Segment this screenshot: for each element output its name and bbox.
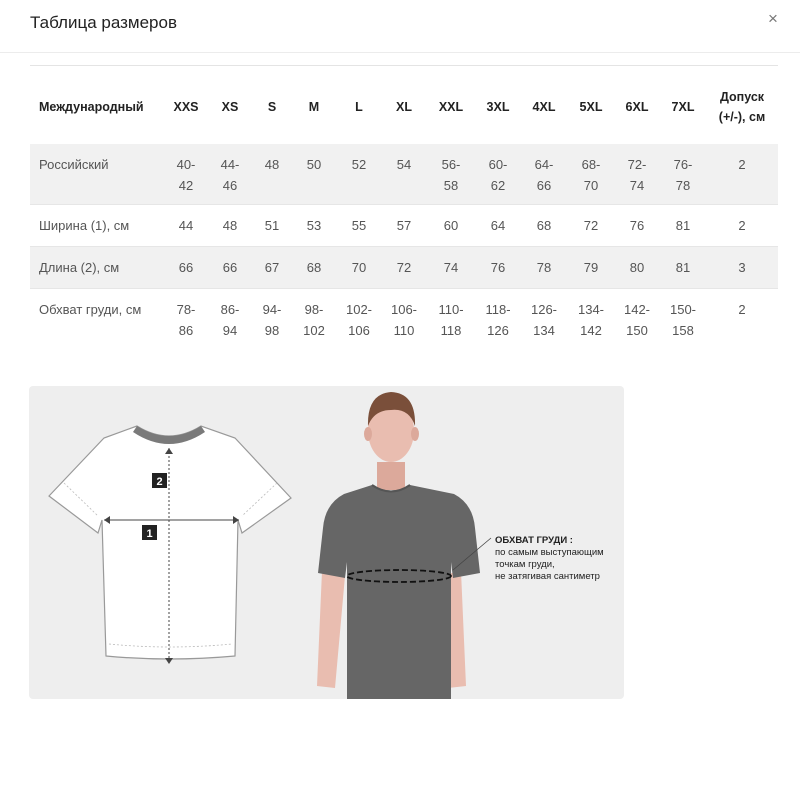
row-label: Длина (2), см: [30, 247, 164, 289]
tolerance-cell: 3: [706, 247, 778, 289]
table-cell: [208, 205, 252, 247]
table-cell: [252, 144, 292, 205]
table-cell: [476, 205, 520, 247]
cell-value: 72: [583, 218, 599, 233]
cell-value: 68-: [581, 157, 601, 172]
cell-value: 142-: [623, 302, 651, 317]
table-cell: [660, 144, 706, 205]
cell-value: 40-: [176, 157, 196, 172]
table-cell: [614, 144, 660, 205]
table-cell: [252, 205, 292, 247]
cell-value: 134-: [577, 302, 605, 317]
row-label: Ширина (1), см: [30, 205, 164, 247]
cell-value: 142: [580, 323, 602, 338]
cell-value: 54: [396, 157, 412, 172]
cell-value: 46: [222, 178, 238, 193]
chest-note-line: точкам груди,: [495, 559, 555, 570]
person-illustration: [317, 392, 491, 699]
table-body: [30, 144, 778, 349]
table-cell: [164, 289, 208, 350]
cell-value: 66: [178, 260, 194, 275]
table-cell: [164, 144, 208, 205]
cell-value: 94-: [262, 302, 282, 317]
column-header-size: XS: [221, 100, 239, 114]
cell-value: 78: [675, 178, 691, 193]
table-row: [30, 144, 778, 205]
table-cell: [292, 289, 336, 350]
column-header-size: L: [355, 100, 363, 114]
cell-value: 118-: [485, 302, 511, 317]
cell-value: 98: [264, 323, 280, 338]
table-cell: [252, 289, 292, 350]
cell-value: 78-: [176, 302, 196, 317]
cell-value: 70: [351, 260, 367, 275]
column-header-size: S: [267, 100, 277, 114]
cell-value: 78: [536, 260, 552, 275]
row-label: Обхват груди, см: [39, 302, 142, 317]
cell-value: 51: [264, 218, 280, 233]
cell-value: 60: [443, 218, 459, 233]
modal-header: [0, 0, 800, 53]
table-cell: [568, 247, 614, 289]
cell-value: 48: [264, 157, 280, 172]
cell-value: 134: [533, 323, 555, 338]
table-cell: [382, 205, 426, 247]
cell-value: 81: [675, 260, 691, 275]
cell-value: 74: [629, 178, 645, 193]
cell-value: 81: [675, 218, 691, 233]
cell-value: 58: [443, 178, 459, 193]
cell-value: 67: [264, 260, 280, 275]
cell-value: 79: [583, 260, 599, 275]
cell-value: 66: [222, 260, 238, 275]
table-cell: [336, 289, 382, 350]
tolerance-cell: 2: [706, 144, 778, 205]
cell-value: 150: [626, 323, 648, 338]
table-cell: [336, 247, 382, 289]
table-cell: [614, 247, 660, 289]
table-cell: [660, 289, 706, 350]
column-header-tolerance: [706, 70, 778, 144]
cell-value: 72-: [627, 157, 647, 172]
chest-note-line: по самым выступающим: [495, 547, 604, 558]
table-cell: [164, 205, 208, 247]
cell-value: 42: [178, 178, 194, 193]
table-cell: [614, 205, 660, 247]
table-row: [30, 247, 778, 289]
table-top-divider: [30, 65, 778, 66]
column-header-size: 6XL: [625, 100, 649, 114]
table-cell: [336, 144, 382, 205]
column-header-size: 3XL: [486, 100, 510, 114]
table-cell: [292, 144, 336, 205]
length-marker: 2: [156, 476, 163, 488]
cell-value: 102: [303, 323, 325, 338]
table-cell: [426, 144, 476, 205]
cell-value: 80: [629, 260, 645, 275]
cell-value: 44: [178, 218, 194, 233]
cell-value: 106: [348, 323, 370, 338]
chest-measure-note: [495, 535, 624, 583]
table-cell: [292, 205, 336, 247]
table-cell: [252, 247, 292, 289]
cell-value: 126: [487, 323, 509, 338]
cell-value: 56-: [441, 157, 461, 172]
size-table: [30, 70, 778, 349]
cell-value: 52: [351, 157, 367, 172]
cell-value: 86: [178, 323, 194, 338]
row-label: Российский: [30, 144, 164, 205]
column-header-size: 4XL: [532, 100, 556, 114]
chest-note-line: не затягивая сантиметр: [495, 571, 600, 582]
cell-value: 150-: [669, 302, 697, 317]
tolerance-cell: 2: [738, 302, 746, 317]
table-cell: [568, 205, 614, 247]
measurement-illustration: [29, 386, 624, 699]
width-marker: 1: [146, 528, 153, 540]
cell-value: 44-: [220, 157, 240, 172]
cell-value: 64-: [534, 157, 554, 172]
cell-value: 66: [536, 178, 552, 193]
cell-value: 72: [396, 260, 412, 275]
table-cell: [520, 247, 568, 289]
cell-value: 110-: [438, 302, 464, 317]
table-cell: [520, 144, 568, 205]
table-cell: [426, 289, 476, 350]
cell-value: 57: [396, 218, 412, 233]
table-cell: [568, 144, 614, 205]
tshirt-outline: [49, 426, 291, 659]
cell-value: 102-: [345, 302, 373, 317]
table-cell: [660, 205, 706, 247]
column-header-size: M: [308, 100, 320, 114]
cell-value: 158: [672, 323, 694, 338]
table-cell: [336, 205, 382, 247]
table-cell: [292, 247, 336, 289]
table-cell: [382, 289, 426, 350]
cell-value: 64: [490, 218, 506, 233]
close-icon[interactable]: ×: [768, 9, 778, 28]
tshirt-illustration: [49, 426, 291, 664]
cell-value: 110: [393, 323, 415, 338]
table-cell: [382, 247, 426, 289]
table-cell: [614, 289, 660, 350]
table-header-row: [30, 70, 778, 144]
tolerance-header-line: (+/-), см: [718, 110, 766, 124]
modal-title: Таблица размеров: [30, 13, 177, 32]
tolerance-cell: 2: [706, 205, 778, 247]
table-cell: [476, 289, 520, 350]
tolerance-header-line: Допуск: [719, 90, 765, 104]
table-cell: [568, 289, 614, 350]
cell-value: 48: [222, 218, 238, 233]
table-cell: [208, 144, 252, 205]
cell-value: 53: [306, 218, 322, 233]
cell-value: 55: [351, 218, 367, 233]
cell-value: 118: [440, 323, 462, 338]
table-cell: [476, 247, 520, 289]
table-cell: [208, 247, 252, 289]
cell-value: 60-: [488, 157, 508, 172]
cell-value: 126-: [530, 302, 558, 317]
cell-value: 94: [222, 323, 238, 338]
column-header-international: Международный: [39, 100, 144, 114]
table-cell: [164, 247, 208, 289]
table-row: [30, 205, 778, 247]
table-cell: [208, 289, 252, 350]
table-cell: [660, 247, 706, 289]
table-cell: [426, 205, 476, 247]
cell-value: 74: [443, 260, 459, 275]
cell-value: 76: [629, 218, 645, 233]
cell-value: 98-: [304, 302, 324, 317]
chest-note-title: ОБХВАТ ГРУДИ :: [495, 535, 573, 546]
table-cell: [520, 205, 568, 247]
column-header-size: 7XL: [671, 100, 695, 114]
table-cell: [476, 144, 520, 205]
cell-value: 70: [583, 178, 599, 193]
cell-value: 76: [490, 260, 506, 275]
table-cell: [426, 247, 476, 289]
cell-value: 50: [306, 157, 322, 172]
column-header-size: XL: [396, 100, 412, 114]
table-cell: [382, 144, 426, 205]
column-header-size: 5XL: [579, 100, 603, 114]
cell-value: 86-: [220, 302, 240, 317]
cell-value: 106-: [390, 302, 418, 317]
table-row: [30, 289, 778, 350]
column-header-size: XXL: [438, 100, 464, 114]
column-header-size: XXS: [173, 100, 199, 114]
cell-value: 62: [490, 178, 506, 193]
cell-value: 68: [306, 260, 322, 275]
cell-value: 76-: [673, 157, 693, 172]
cell-value: 68: [536, 218, 552, 233]
table-cell: [520, 289, 568, 350]
